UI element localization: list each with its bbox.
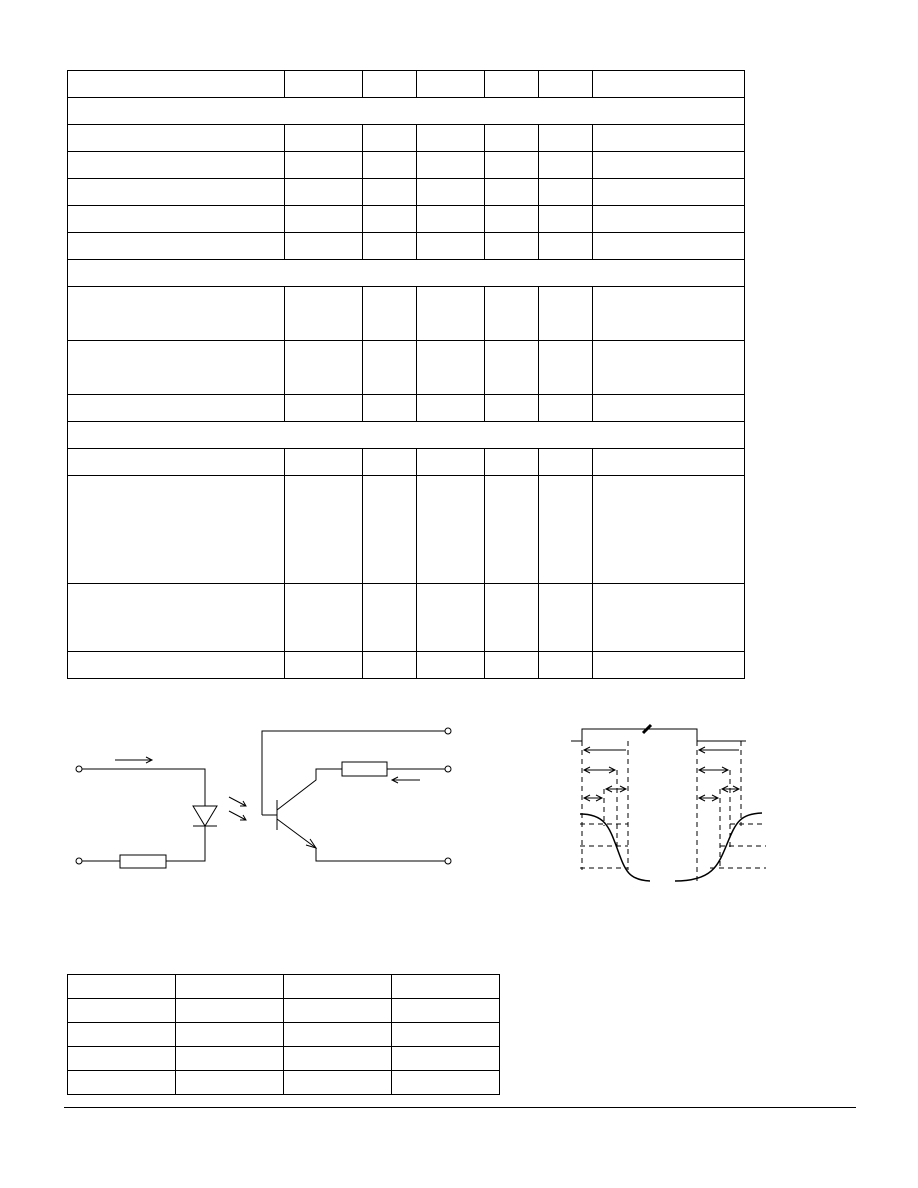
table-row — [68, 1047, 500, 1071]
table-cell — [176, 1047, 284, 1071]
footer-rule — [64, 1107, 856, 1108]
table-cell — [284, 1071, 392, 1095]
table-cell — [176, 1023, 284, 1047]
table-cell — [392, 1071, 500, 1095]
table-cell — [392, 999, 500, 1023]
small-spec-table — [67, 974, 500, 1095]
table-cell — [176, 975, 284, 999]
timing-arrow-4 — [606, 786, 626, 792]
table-cell — [284, 1047, 392, 1071]
timing-arrow-7 — [699, 795, 718, 801]
table-row — [68, 975, 500, 999]
table-cell — [68, 975, 176, 999]
table-cell — [284, 1023, 392, 1047]
table-cell — [392, 1047, 500, 1071]
timing-arrow-5 — [699, 747, 739, 753]
output-waveform-rise — [675, 813, 762, 881]
table-row — [68, 1071, 500, 1095]
timing-arrow-3 — [584, 795, 602, 801]
table-cell — [284, 975, 392, 999]
small-table-body — [68, 975, 500, 1095]
table-cell — [68, 1071, 176, 1095]
table-cell — [176, 1071, 284, 1095]
table-cell — [392, 975, 500, 999]
table-cell — [68, 999, 176, 1023]
table-cell — [176, 999, 284, 1023]
timing-arrow-6 — [699, 767, 728, 773]
table-cell — [68, 1047, 176, 1071]
table-row — [68, 999, 500, 1023]
input-pulse — [571, 729, 746, 741]
timing-arrow-2 — [584, 767, 615, 773]
table-cell — [284, 999, 392, 1023]
table-row — [68, 1023, 500, 1047]
table-cell — [68, 1023, 176, 1047]
timing-arrow-1 — [584, 747, 626, 753]
table-cell — [392, 1023, 500, 1047]
